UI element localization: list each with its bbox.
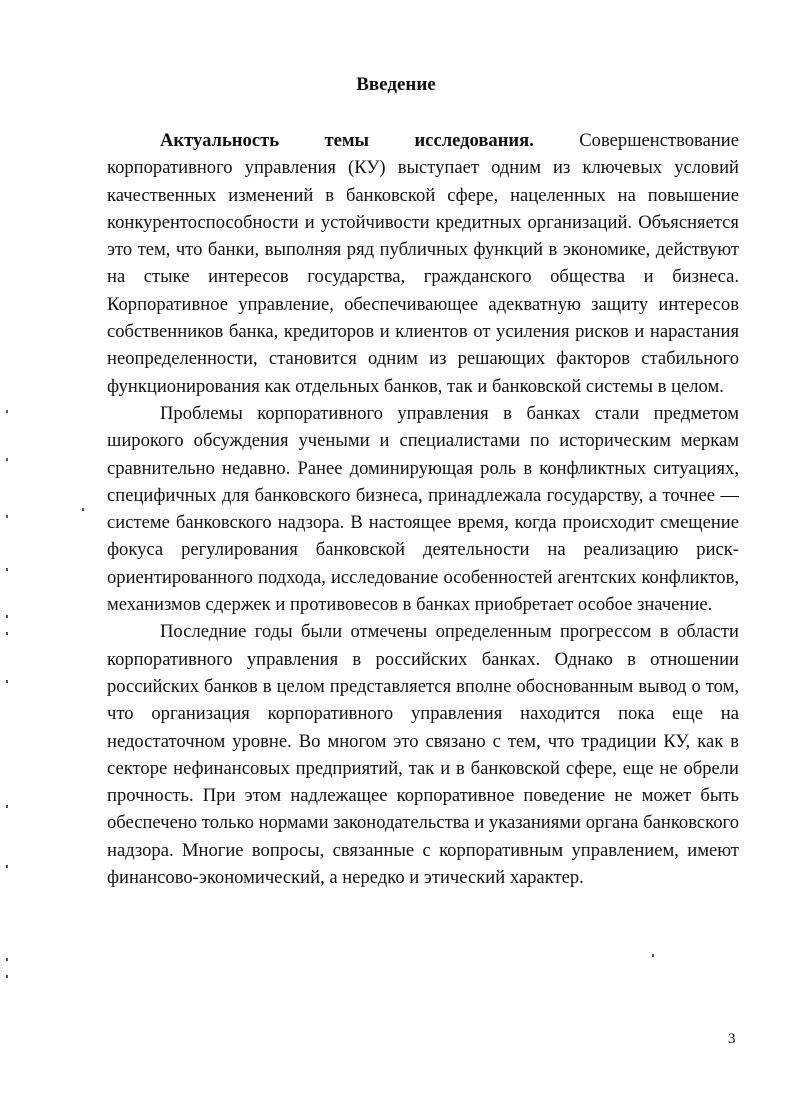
scan-speck: [6, 805, 8, 808]
scan-speck: [6, 680, 8, 683]
scan-speck: [6, 515, 8, 518]
scan-speck: [6, 458, 8, 461]
page-title: Введение: [356, 74, 436, 95]
paragraph-lead: Актуальность темы исследования.: [160, 130, 534, 151]
scan-speck: [82, 508, 84, 511]
page-number: 3: [728, 1031, 736, 1047]
scan-speck: [652, 954, 654, 957]
scan-speck: [6, 865, 8, 868]
paragraph-recent-years: Последние годы были отмечены определенным прогрессом в области корпоративного управления в российских банках. Однако в отношении российских банков в целом представляется вполне обоснованным вывод о том, что организация корпоративного управления находится пока еще на недостаточном уровне. Во многом это связано с тем, что традиции КУ, как в секторе нефинансовых предприятий, так и в банковской сфере, еще не обрели прочность. При этом надлежащее корпоративное поведение не может быть обеспечено только нормами законодательства и указаниями органа банковского надзора. Многие вопросы, связанные с корпоративным управлением, имеют финансово-экономический, а нередко и этический характер.: [107, 621, 739, 889]
paragraph-relevance: [107, 127, 739, 400]
paragraph-problems: Проблемы корпоративного управления в банках стали предметом широкого обсуждения учеными и специалистами по историческим меркам сравнительно недавно. Ранее доминирующая роль в конфликтных ситуациях, специфичных для банковского бизнеса, принадлежала государству, а точнее — системе банковского надзора. В настоящее время, когда происходит смещение фокуса регулирования банковской деятельности на реализацию риск-ориентированного подхода, исследование особенностей агентских конфликтов, механизмов сдержек и противовесов в банках приобретает особое значение.: [107, 402, 739, 616]
paragraph-text: Совершенствование корпоративного управления (КУ) выступает одним из ключевых условий качественных изменений в банковской сфере, нацеленных на повышение конкурентоспособности и устойчивости кредитных организаций. Объясняется это тем, что банки, выполняя ряд публичных функций в экономике, действуют на стыке интересов государства, гражданского общества и бизнеса. Корпоративное управление, обеспечивающее адекватную защиту интересов собственников банка, кредиторов и клиентов от усиления рисков и нарастания неопределенности, становится одним из решающих факторов стабильного функционирования как отдельных банков, так и банковской системы в целом.: [107, 130, 739, 397]
body-text: [107, 127, 739, 891]
scan-speck: [6, 958, 8, 961]
scan-speck: [6, 568, 8, 571]
scan-speck: [6, 632, 8, 635]
scan-speck: [6, 975, 8, 978]
scan-speck: [6, 410, 8, 413]
scan-speck: [6, 615, 8, 618]
